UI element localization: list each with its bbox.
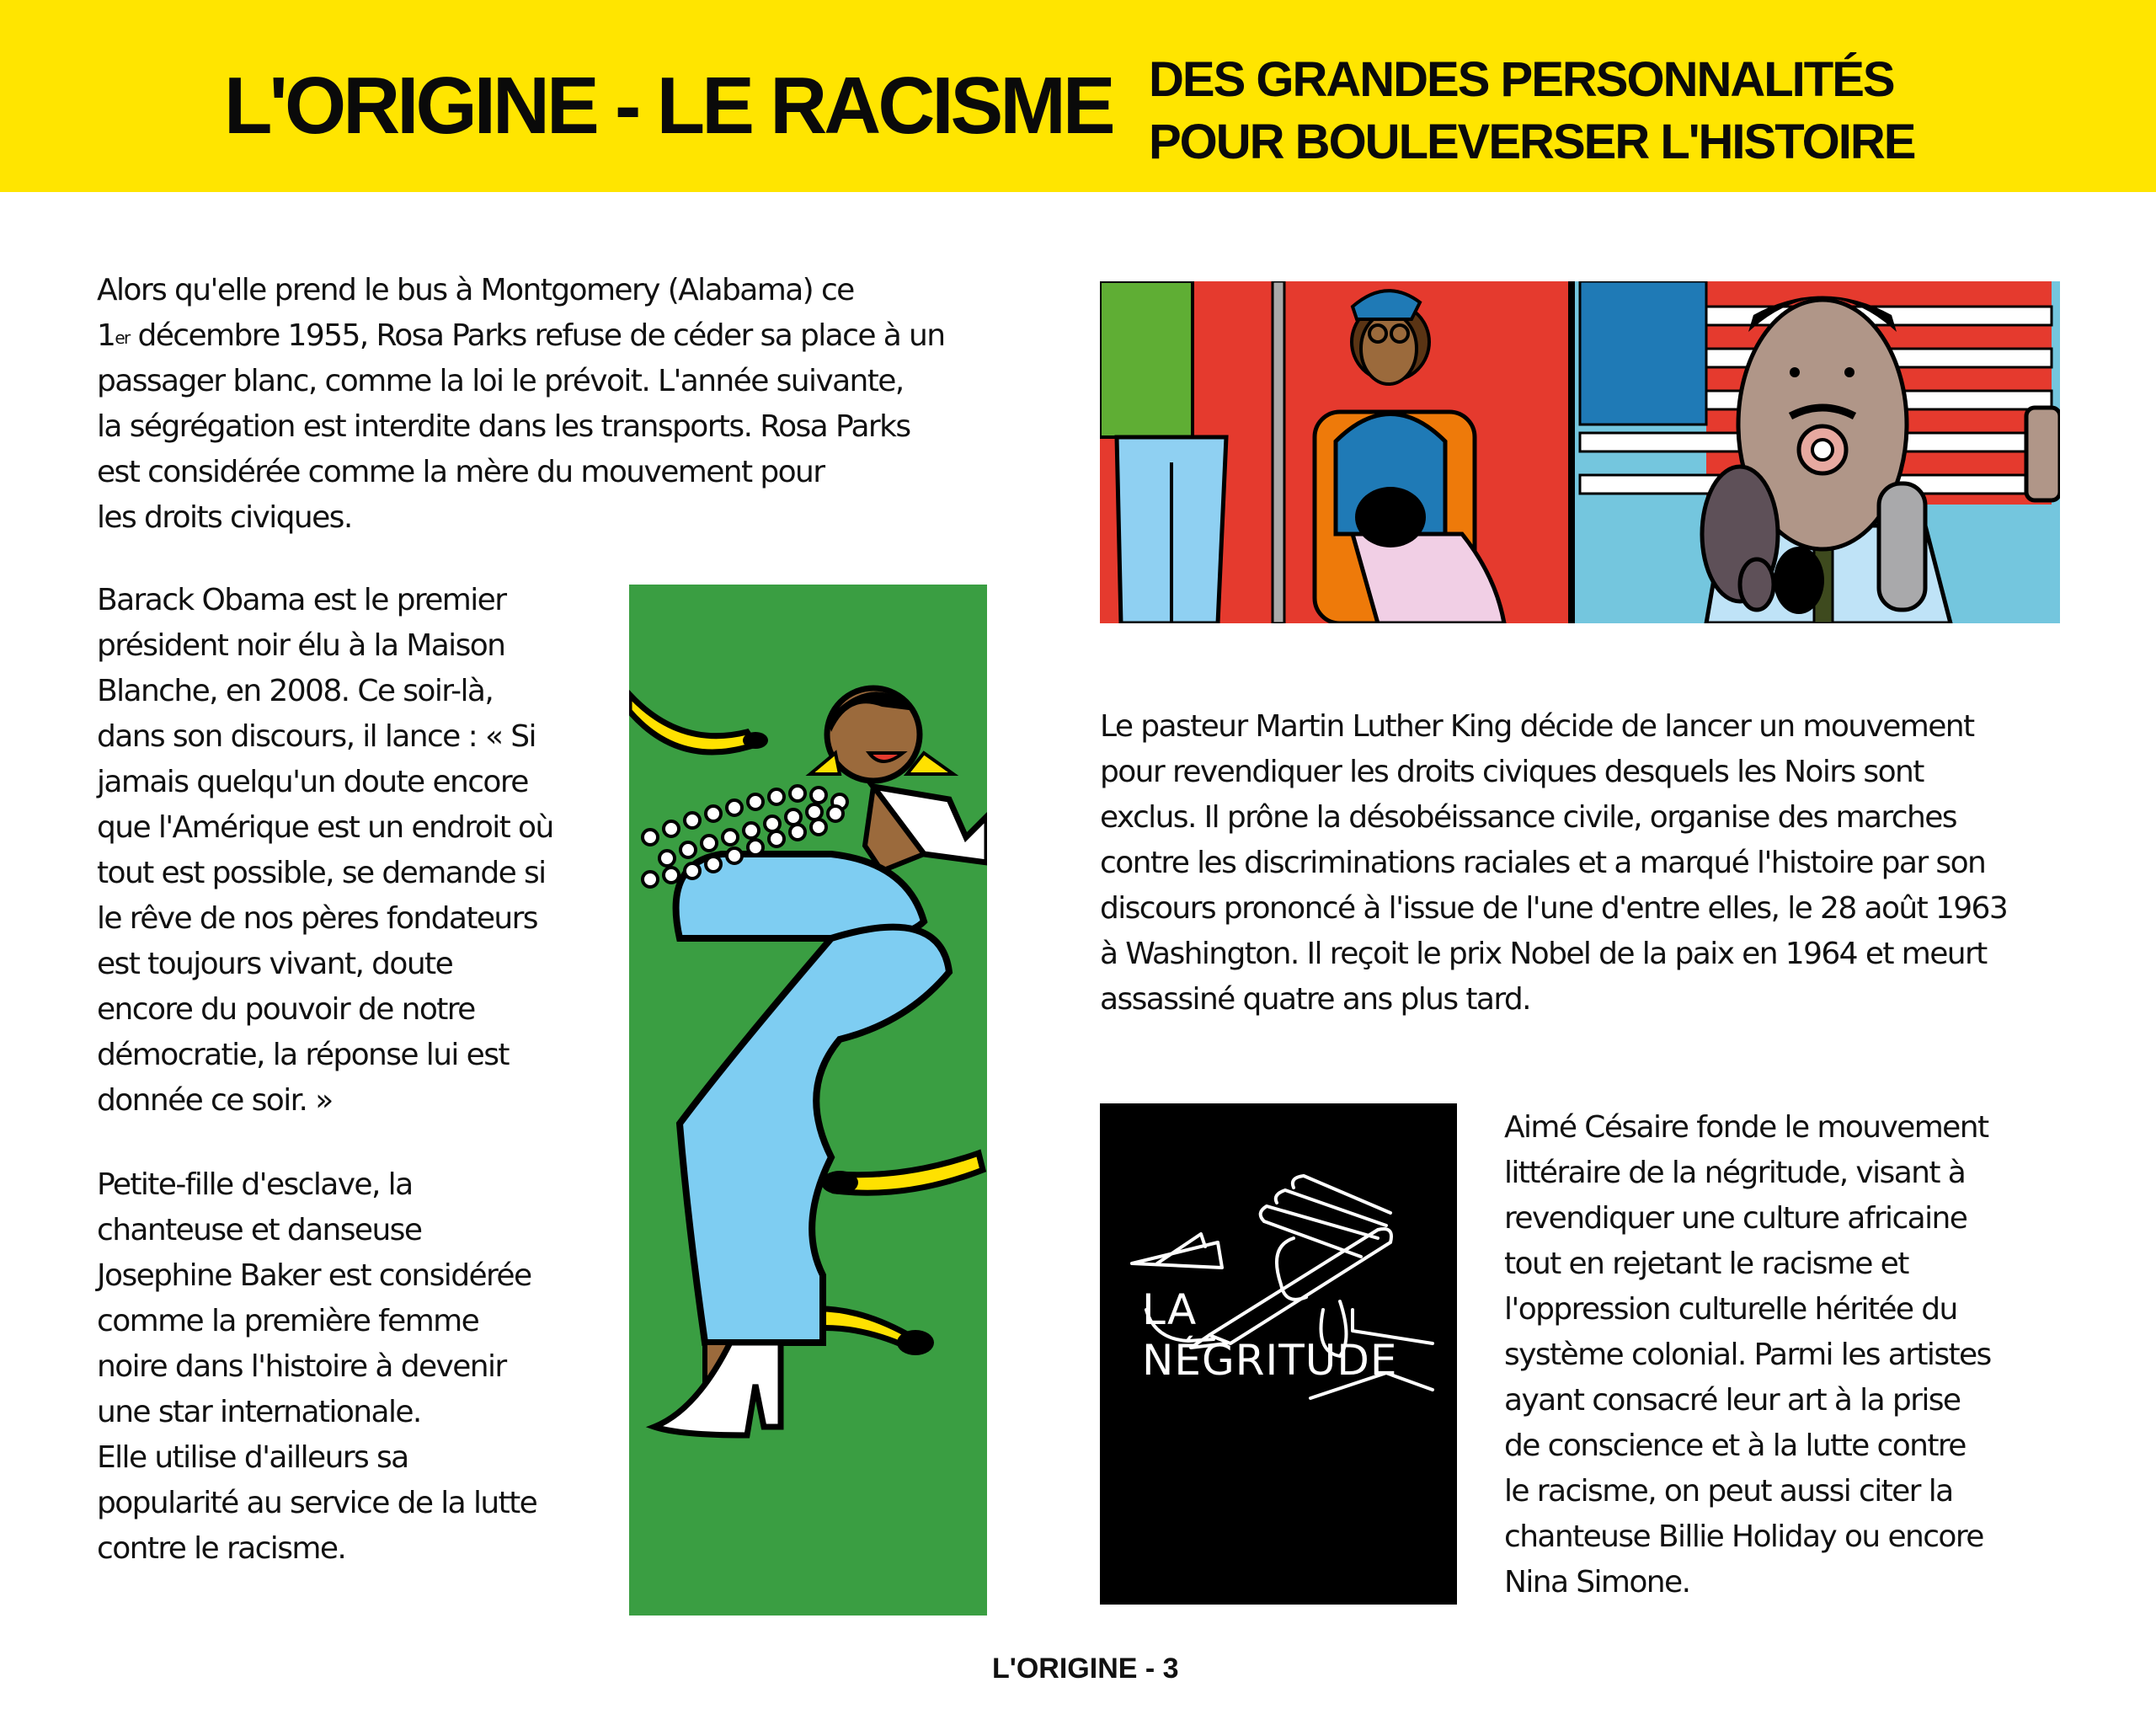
text-line: Nina Simone.	[1504, 1565, 1690, 1599]
illustration-josephine-baker-art	[629, 585, 987, 1616]
text-line: revendiquer une culture africaine	[1504, 1201, 1967, 1236]
ordinal-suffix: er	[115, 328, 130, 348]
illustration-rosa-parks-mlk-art	[1100, 281, 2060, 623]
subtitle-line: DES GRANDES PERSONNALITÉS	[1149, 52, 1894, 107]
text-line: système colonial. Parmi les artistes	[1504, 1338, 1991, 1372]
text-line: noire dans l'histoire à devenir	[97, 1349, 506, 1384]
text-line: Elle utilise d'ailleurs sa	[97, 1440, 408, 1475]
text-line: passager blanc, comme la loi le prévoit. L'année suivante,	[97, 364, 904, 398]
subtitle-line: POUR BOULEVERSER L'HISTOIRE	[1149, 115, 1915, 169]
negritude-title-line: LA	[1142, 1285, 1198, 1334]
text-line: président noir élu à la Maison	[97, 628, 505, 663]
text-line: tout est possible, se demande si	[97, 856, 546, 890]
text-line: contre les discriminations raciales et a marqué l'histoire par son	[1100, 846, 1986, 880]
text-line: l'oppression culturelle héritée du	[1504, 1292, 1957, 1327]
text-line: donnée ce soir. »	[97, 1083, 333, 1118]
text-line: popularité au service de la lutte	[97, 1486, 537, 1520]
text-line: exclus. Il prône la désobéissance civile, organise des marches	[1100, 800, 1956, 835]
text-line: Aimé Césaire fonde le mouvement	[1504, 1110, 1988, 1145]
text-line: discours prononcé à l'issue de l'une d'entre elles, le 28 août 1963	[1100, 891, 2008, 926]
text-line: de conscience et à la lutte contre	[1504, 1429, 1966, 1463]
paragraph-mlk	[1100, 704, 2007, 1023]
page-subtitle	[1149, 49, 1914, 174]
text-line: le rêve de nos pères fondateurs	[97, 901, 537, 936]
text-line: encore du pouvoir de notre	[97, 992, 475, 1027]
text-line	[97, 313, 944, 359]
illustration-negritude	[1100, 1103, 1457, 1605]
text-line: démocratie, la réponse lui est	[97, 1038, 509, 1072]
text-line: Le pasteur Martin Luther King décide de lancer un mouvement	[1100, 709, 1974, 744]
text-line: littéraire de la négritude, visant à	[1504, 1156, 1966, 1190]
text-line: les droits civiques.	[97, 500, 352, 535]
text-line: ayant consacré leur art à la prise	[1504, 1383, 1961, 1418]
paragraph-obama	[97, 578, 553, 1124]
text-line: comme la première femme	[97, 1304, 479, 1338]
paragraph-rosa-parks	[97, 268, 944, 541]
text-line: Josephine Baker est considérée	[97, 1258, 531, 1293]
text-line: dans son discours, il lance : « Si	[97, 719, 536, 754]
ordinal-number: 1	[97, 318, 115, 353]
text-line: tout en rejetant le racisme et	[1504, 1247, 1908, 1281]
page-title: L'ORIGINE - LE RACISME	[224, 61, 1113, 151]
text-line: la ségrégation est interdite dans les transports. Rosa Parks	[97, 409, 910, 444]
text-line: est considérée comme la mère du mouvement pour	[97, 455, 825, 489]
text-line: est toujours vivant, doute	[97, 947, 453, 981]
text-line: assassiné quatre ans plus tard.	[1100, 982, 1530, 1017]
text-line: Barack Obama est le premier	[97, 583, 506, 617]
text-line: chanteuse et danseuse	[97, 1213, 422, 1247]
text-line: Petite-fille d'esclave, la	[97, 1167, 413, 1202]
negritude-title-line: NÉGRITUDE	[1142, 1336, 1398, 1385]
illustration-rosa-parks-mlk	[1100, 281, 2060, 623]
text-line-rest: décembre 1955, Rosa Parks refuse de céder sa place à un	[137, 318, 945, 353]
text-line: Alors qu'elle prend le bus à Montgomery (Alabama) ce	[97, 273, 854, 307]
text-line: le racisme, on peut aussi citer la	[1504, 1474, 1953, 1509]
text-line: contre le racisme.	[97, 1531, 346, 1566]
text-line: une star internationale.	[97, 1395, 421, 1429]
text-line: que l'Amérique est un endroit où	[97, 810, 553, 845]
text-line: pour revendiquer les droits civiques desquels les Noirs sont	[1100, 755, 1924, 789]
page-footer-label: L'ORIGINE - 3	[992, 1653, 1179, 1685]
text-line: Blanche, en 2008. Ce soir-là,	[97, 674, 494, 708]
illustration-josephine-baker	[629, 585, 987, 1616]
paragraph-cesaire	[1504, 1105, 1991, 1605]
text-line: à Washington. Il reçoit le prix Nobel de la paix en 1964 et meurt	[1100, 937, 1987, 971]
text-line: chanteuse Billie Holiday ou encore	[1504, 1519, 1983, 1554]
paragraph-josephine-baker	[97, 1162, 536, 1572]
text-line: jamais quelqu'un doute encore	[97, 765, 528, 799]
